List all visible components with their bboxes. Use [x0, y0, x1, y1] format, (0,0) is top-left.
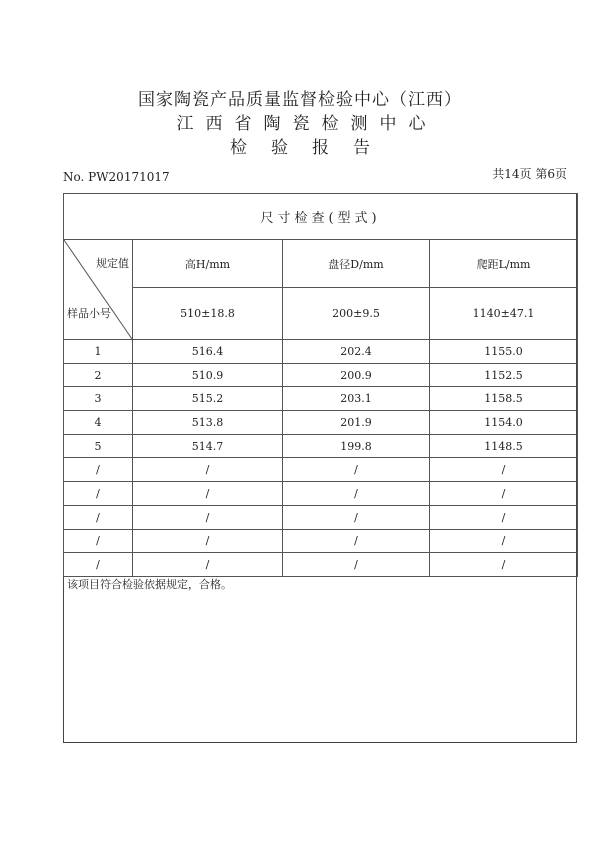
sample-no: 5: [64, 434, 133, 458]
table-row: [64, 340, 578, 364]
height-value: /: [133, 553, 283, 577]
sample-no: /: [64, 529, 133, 553]
creepage-value: 1152.5: [430, 363, 578, 387]
height-value: /: [133, 458, 283, 482]
table-row: [64, 505, 578, 529]
spec-creepage: 1140±47.1: [430, 288, 578, 340]
report-number: No. PW20171017: [63, 170, 170, 184]
diameter-value: 201.9: [283, 411, 430, 435]
center-name-line: 国家陶瓷产品质量监督检验中心（江西）: [138, 90, 462, 110]
table-row: [64, 387, 578, 411]
diameter-value: /: [283, 505, 430, 529]
conclusion-text: 该项目符合检验依据规定，合格。: [67, 578, 232, 591]
creepage-value: /: [430, 529, 578, 553]
sample-no: /: [64, 482, 133, 506]
spec-height: 510±18.8: [133, 288, 283, 340]
column-header-diameter: 盘径D/mm: [283, 240, 430, 288]
spec-diameter: 200±9.5: [283, 288, 430, 340]
creepage-value: /: [430, 505, 578, 529]
height-value: /: [133, 505, 283, 529]
sample-label: 样品小号: [67, 307, 111, 320]
diameter-value: /: [283, 482, 430, 506]
table-row: [64, 529, 578, 553]
diameter-value: /: [283, 458, 430, 482]
diameter-value: 202.4: [283, 340, 430, 364]
table-row: [64, 434, 578, 458]
creepage-value: 1155.0: [430, 340, 578, 364]
diameter-value: 200.9: [283, 363, 430, 387]
column-header-height: 高H/mm: [133, 240, 283, 288]
height-value: 513.8: [133, 411, 283, 435]
creepage-value: 1148.5: [430, 434, 578, 458]
height-value: /: [133, 529, 283, 553]
table-row: [64, 411, 578, 435]
dimension-table: [63, 193, 578, 577]
height-value: 510.9: [133, 363, 283, 387]
height-value: /: [133, 482, 283, 506]
spec-label: 规定值: [96, 257, 129, 270]
sample-no: /: [64, 505, 133, 529]
diameter-value: /: [283, 529, 430, 553]
height-value: 516.4: [133, 340, 283, 364]
table-row: [64, 553, 578, 577]
sample-no: 1: [64, 340, 133, 364]
table-row: [64, 363, 578, 387]
sample-no: /: [64, 553, 133, 577]
creepage-value: 1158.5: [430, 387, 578, 411]
table-row: [64, 482, 578, 506]
creepage-value: 1154.0: [430, 411, 578, 435]
page-info: 共14页 第6页: [492, 167, 567, 181]
center-subname-line: 江西省陶瓷检测中心: [176, 114, 438, 134]
creepage-value: /: [430, 553, 578, 577]
diameter-value: 203.1: [283, 387, 430, 411]
sample-no: /: [64, 458, 133, 482]
column-header-creepage: 爬距L/mm: [430, 240, 578, 288]
report-header: [0, 88, 600, 160]
table-row: [64, 458, 578, 482]
height-value: 515.2: [133, 387, 283, 411]
corner-header-cell: [64, 240, 133, 340]
creepage-value: /: [430, 458, 578, 482]
diameter-value: /: [283, 553, 430, 577]
height-value: 514.7: [133, 434, 283, 458]
sample-no: 4: [64, 411, 133, 435]
report-title: 检验报告: [230, 138, 394, 158]
diameter-value: 199.8: [283, 434, 430, 458]
creepage-value: /: [430, 482, 578, 506]
sample-no: 3: [64, 387, 133, 411]
section-title: 尺寸检查(型式): [64, 194, 578, 240]
sample-no: 2: [64, 363, 133, 387]
